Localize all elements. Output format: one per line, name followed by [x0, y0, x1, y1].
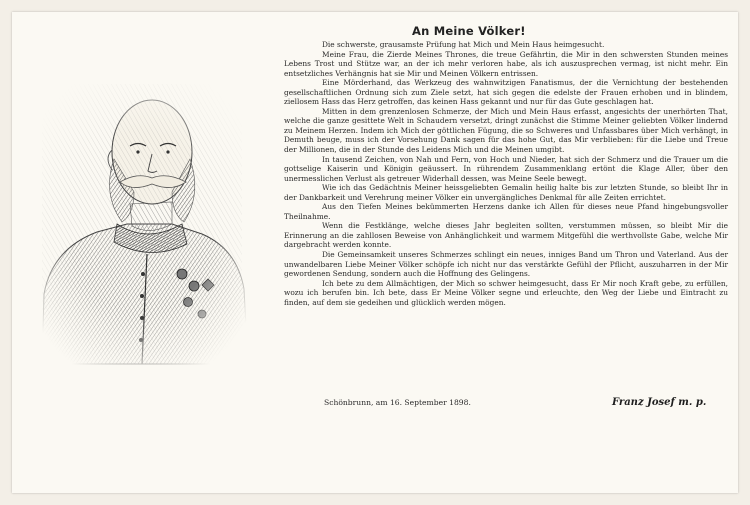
paragraph: Wie ich das Gedächtnis Meiner heissgeliebten Gemalin heilig halte bis zur letzten Stunde, so bleibt Ihr in der Dankbarkeit und Verehrung meiner Völker ein unvergängliches Denkmal für alle Zeiten errichtet. [284, 183, 728, 202]
portrait-engraving [22, 74, 260, 374]
paragraph: Mitten in dem grenzenlosen Schmerze, der Mich und Mein Haus erfasst, angesichts der unerhörten That, welche die ganze gesittete Welt in Schaudern versetzt, dringt zunächst die Stimme Meiner geliebten Völker lindernd zu Meinem Herzen. Indem ich Mich der göttlichen Fügung, die so Schweres und Unfassbares über Mich verhängt, in Demuth beuge, muss ich der Vorsehung Dank sagen für das hohe Gut, das Mir verblieben: für die Liebe und Treue der Millionen, die in der Stunde des Leidens Mich und die Meinen umgibt. [284, 106, 728, 155]
paragraph: Meine Frau, die Zierde Meines Thrones, die treue Gefährtin, die Mir in den schwersten Stunden meines Lebens Trost und Stütze war, an der ich mehr verloren habe, als ich auszusprechen vermag, ist nicht mehr. Ein entsetzliches Verhängnis hat sie Mir und Meinen Völkern entrissen. [284, 49, 728, 78]
postcard [12, 12, 738, 493]
paragraph: Wenn die Festklänge, welche dieses Jahr begleiten sollten, verstummen müssen, so bleibt Mir die Erinnerung an die zahllosen Beweise von Anhänglichkeit und warmem Mitgefühl die werthvollste Gabe, welche Mir dargebracht werden konnte. [284, 221, 728, 250]
signature: Franz Josef m. p. [612, 397, 707, 408]
date-line: Schönbrunn, am 16. September 1898. [324, 398, 471, 407]
paragraph: Eine Mörderhand, das Werkzeug des wahnwitzigen Fanatismus, der die Vernichtung der bestehenden gesellschaftlichen Ordnung sich zum Ziele setzt, hat sich gegen die edelste der Frauen erhoben und in blindem, ziellosem Hass das Herz getroffen, das keinen Hass gekannt und nur für das Gute geschlagen hat. [284, 78, 728, 107]
paragraph: Aus den Tiefen Meines bekümmerten Herzens danke ich Allen für dieses neue Pfand hingebungsvoller Theilnahme. [284, 202, 728, 221]
paragraph: Ich bete zu dem Allmächtigen, der Mich so schwer heimgesucht, dass Er Mir noch Kraft gebe, zu erfüllen, wozu ich berufen bin. Ich bete, dass Er Meine Völker segne und erleuchte, den Weg der Liebe und Eintracht zu finden, auf dem sie gedeihen und glücklich werden mögen. [284, 278, 728, 307]
proclamation-title: An Meine Völker! [412, 24, 526, 38]
proclamation-body [284, 40, 728, 307]
paragraph: In tausend Zeichen, von Nah und Fern, von Hoch und Nieder, hat sich der Schmerz und die Trauer um die gottselige Kaiserin und Königin geäussert. In rührendem Zusammenklang ertönt die Klage Aller, über den unermesslichen Verlust als getreuer Widerhall dessen, was Meine Seele bewegt. [284, 154, 728, 183]
paragraph: Die Gemeinsamkeit unseres Schmerzes schlingt ein neues, inniges Band um Thron und Vaterland. Aus der unwandelbaren Liebe Meiner Völker schöpfe ich nicht nur das verstärkte Gefühl der Pflicht, auszuharren in der Mir gewordenen Sendung, sondern auch die Hoffnung des Gelingens. [284, 250, 728, 279]
paragraph: Die schwerste, grausamste Prüfung hat Mich und Mein Haus heimgesucht. [322, 40, 605, 49]
